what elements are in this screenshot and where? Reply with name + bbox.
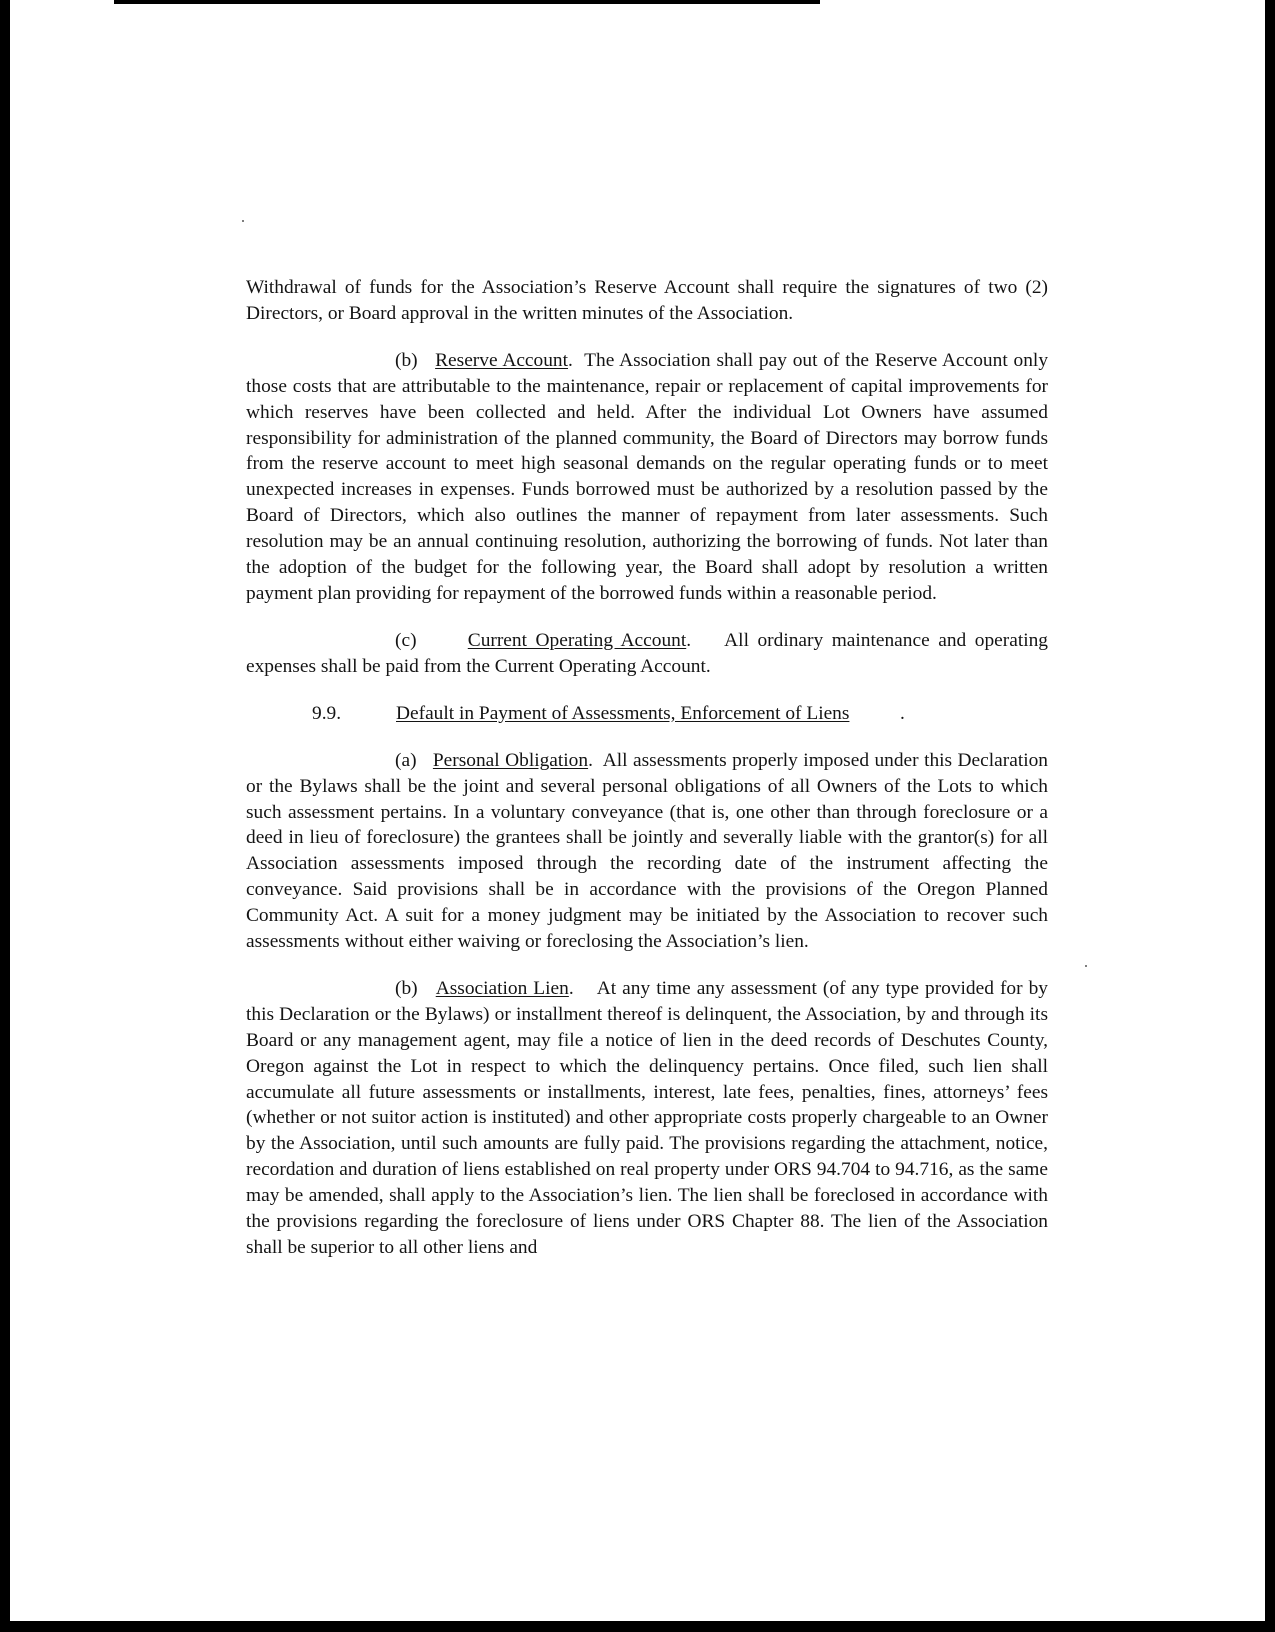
current-operating-heading: Current Operating Account — [467, 629, 687, 651]
association-lien-text: At any time any assessment (of any type provided for by this Declaration or the Bylaws) or installment thereof is delinquent, the Association, by and through its Board or any management agent, may file a notice of lien in the deed records of Deschutes County, Oregon against the Lot in respect to which the delinquency pertains. Once filed, such lien shall accumulate all future assessments or installments, interest, late fees, penalties, fines, attorneys’ fees (whether or not suitor action is instituted) and other appropriate costs properly chargeable to an Owner by the Association, until such amounts are fully paid. The provisions regarding the attachment, notice, recordation and duration of liens established on real property under ORS 94.704 to 94.716, as the same may be amended, shall apply to the Association’s lien. The lien shall be foreclosed in accordance with the provisions regarding the foreclosure of liens under ORS Chapter 88. The lien of the Association shall be superior to all other liens and — [246, 977, 1048, 1258]
personal-obligation-heading: Personal Obligation — [432, 749, 589, 771]
current-operating-paragraph: (c) Current Operating Account. All ordinary maintenance and operating expenses shall be paid from the Current Operating Account. — [246, 629, 1048, 677]
association-lien-paragraph: (b) Association Lien. At any time any assessment (of any type provided for by this Declaration or the Bylaws) or installment thereof is delinquent, the Association, by and through its Board or any management agent, may file a notice of lien in the deed records of Deschutes County, Oregon against the Lot in respect to which the delinquency pertains. Once filed, such lien shall accumulate all future assessments or installments, interest, late fees, penalties, fines, attorneys’ fees (whether or not suitor action is instituted) and other appropriate costs properly chargeable to an Owner by the Association, until such amounts are fully paid. The provisions regarding the attachment, notice, recordation and duration of liens established on real property under ORS 94.704 to 94.716, as the same may be amended, shall apply to the Association’s lien. The lien shall be foreclosed in accordance with the provisions regarding the foreclosure of liens under ORS Chapter 88. The lien of the Association shall be superior to all other liens and — [246, 977, 1048, 1258]
section-number: 9.9. — [312, 702, 342, 724]
reserve-account-marker: (b) — [395, 349, 418, 371]
personal-obligation-paragraph: (a) Personal Obligation. All assessments properly imposed under this Declaration or the Bylaws shall be the joint and several personal obligations of all Owners of the Lots to which such assessment pertains. In a voluntary conveyance (that is, one other than through foreclosure or a deed in lieu of foreclosure) the grantees shall be jointly and severally liable with the grantor(s) for all Association assessments imposed through the recording date of the instrument affecting the conveyance. Said provisions shall be in accordance with the provisions of the Oregon Planned Community Act. A suit for a money judgment may be initiated by the Association to recover such assessments without either waiving or foreclosing the Association’s lien. — [246, 749, 1048, 953]
section-title: Default in Payment of Assessments, Enforcement of Liens — [396, 702, 850, 724]
scan-top-rule — [114, 0, 820, 4]
current-operating-text: All ordinary maintenance and operating expenses shall be paid from the Current Operating Account. — [246, 629, 1048, 677]
scan-border-right — [1265, 0, 1275, 1632]
document-body — [246, 275, 1048, 1282]
personal-obligation-marker: (a) — [395, 749, 417, 771]
section-9-9-heading: 9.9. Default in Payment of Assessments, Enforcement of Liens . — [246, 701, 1048, 727]
intro-paragraph: Withdrawal of funds for the Association’s Reserve Account shall require the signatures of two (2) Directors, or Board approval in the written minutes of the Association. — [246, 277, 1048, 324]
scan-speck — [242, 220, 244, 222]
personal-obligation-text: All assessments properly imposed under this Declaration or the Bylaws shall be the joint and several personal obligations of all Owners of the Lots to which such assessment pertains. In a voluntary conveyance (that is, one other than through foreclosure or a deed in lieu of foreclosure) the grantees shall be jointly and severally liable with the grantor(s) for all Association assessments imposed through the recording date of the instrument affecting the conveyance. Said provisions shall be in accordance with the provisions of the Oregon Planned Community Act. A suit for a money judgment may be initiated by the Association to recover such assessments without either waiving or foreclosing the Association’s lien. — [246, 749, 1048, 953]
scan-speck — [1085, 965, 1087, 967]
reserve-account-heading: Reserve Account — [435, 349, 569, 371]
scan-border-bottom — [10, 1621, 1265, 1632]
reserve-account-text: The Association shall pay out of the Reserve Account only those costs that are attributable to the maintenance, repair or replacement of capital improvements for which reserves have been collected and held. After the individual Lot Owners have assumed responsibility for administration of the planned community, the Board of Directors may borrow funds from the reserve account to meet high seasonal demands on the regular operating funds or to meet unexpected increases in expenses. Funds borrowed must be authorized by a resolution passed by the Board of Directors, which also outlines the manner of repayment from later assessments. Such resolution may be an annual continuing resolution, authorizing the borrowing of funds. Not later than the adoption of the budget for the following year, the Board shall adopt by resolution a written payment plan providing for repayment of the borrowed funds within a reasonable period. — [246, 349, 1049, 604]
current-operating-marker: (c) — [395, 629, 417, 651]
association-lien-heading: Association Lien — [435, 977, 569, 999]
scan-border-left — [0, 0, 10, 1632]
association-lien-marker: (b) — [395, 977, 418, 999]
reserve-account-paragraph: (b) Reserve Account. The Association shall pay out of the Reserve Account only those costs that are attributable to the maintenance, repair or replacement of capital improvements for which reserves have been collected and held. After the individual Lot Owners have assumed responsibility for administration of the planned community, the Board of Directors may borrow funds from the reserve account to meet high seasonal demands on the regular operating funds or to meet unexpected increases in expenses. Funds borrowed must be authorized by a resolution passed by the Board of Directors, which also outlines the manner of repayment from later assessments. Such resolution may be an annual continuing resolution, authorizing the borrowing of funds. Not later than the adoption of the budget for the following year, the Board shall adopt by resolution a written payment plan providing for repayment of the borrowed funds within a reasonable period. — [246, 349, 1049, 604]
